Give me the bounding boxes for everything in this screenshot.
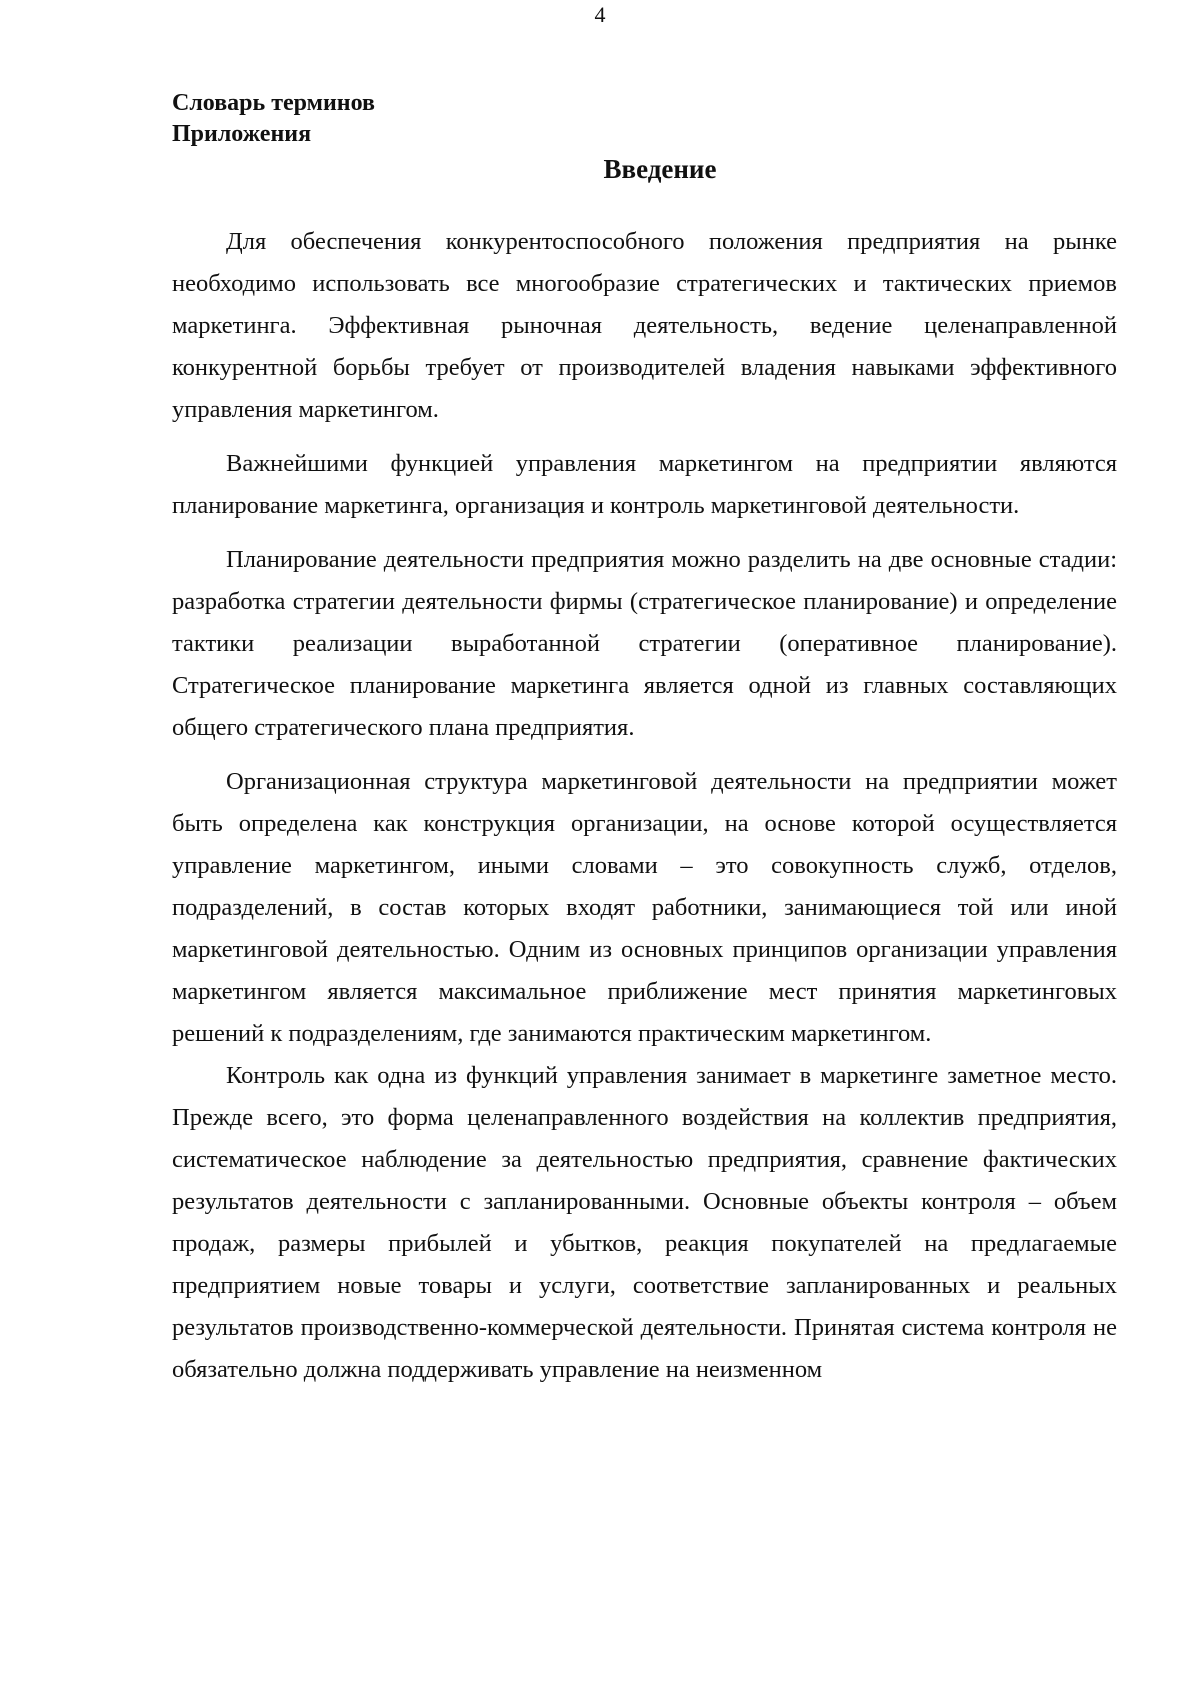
paragraph-2: Важнейшими функцией управления маркетингом на предприятии являются планирование маркетинга, организация и контроль маркетинговой деятельности. [172, 450, 1117, 519]
toc-item-appendices: Приложения [172, 121, 312, 147]
toc-item-glossary: Словарь терминов [172, 90, 375, 116]
paragraph-1: Для обеспечения конкурентоспособного положения предприятия на рынке необходимо использовать все многообразие стратегических и тактических приемов маркетинга. Эффективная рыночная деятельность, ведение целенаправленной конкурентной борьбы требует от производителей владения навыками эффективного управления маркетингом. [172, 228, 1117, 423]
paragraph-4: Организационная структура маркетинговой деятельности на предприятии может быть определена как конструкция организации, на основе которой осуществляется управление маркетингом, иными словами – это совокупность служб, отделов, подразделений, в состав которых входят работники, занимающиеся той или иной маркетинговой деятельностью. Одним из основных принципов организации управления маркетингом является максимальное приближение мест принятия маркетинговых решений к подразделениям, где занимаются практическим маркетингом. [172, 768, 1117, 1047]
paragraph-5: Контроль как одна из функций управления занимает в маркетинге заметное место. Прежде всего, это форма целенаправленного воздействия на коллектив предприятия, систематическое наблюдение за деятельностью предприятия, сравнение фактических результатов деятельности с запланированными. Основные объекты контроля – объем продаж, размеры прибылей и убытков, реакция покупателей на предлагаемые предприятием новые товары и услуги, соответствие запланированных и реальных результатов производственно-коммерческой деятельности. Принятая система контроля не обязательно должна поддерживать управление на неизменном [172, 1062, 1117, 1383]
table-of-contents-tail [172, 88, 375, 150]
body-text [172, 221, 1117, 1391]
page-number: 4 [594, 2, 606, 27]
section-heading: Введение [603, 154, 717, 184]
paragraph-3: Планирование деятельности предприятия можно разделить на две основные стадии: разработка стратегии деятельности фирмы (стратегическое планирование) и определение тактики реализации выработанной стратегии (оперативное планирование). Стратегическое планирование маркетинга является одной из главных составляющих общего стратегического плана предприятия. [172, 546, 1117, 741]
